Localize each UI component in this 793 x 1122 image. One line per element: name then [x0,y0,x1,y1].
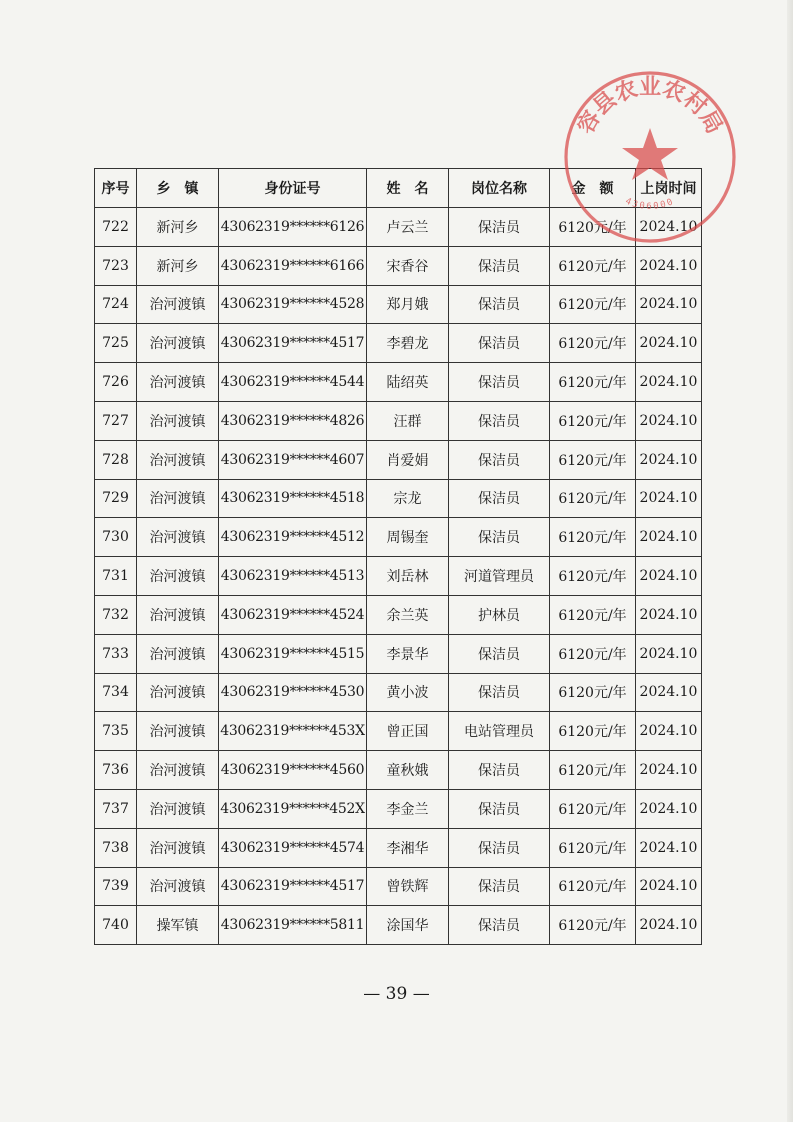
cell-town: 治河渡镇 [137,712,219,751]
cell-date: 2024.10 [636,789,702,828]
cell-name: 涂国华 [367,906,449,945]
cell-name: 汪群 [367,401,449,440]
header-row [95,169,702,208]
cell-amount: 6120元/年 [550,401,636,440]
cell-id: 43062319******4574 [219,828,367,867]
header-id: 身份证号 [219,169,367,208]
cell-amount: 6120元/年 [550,246,636,285]
cell-id: 43062319******4518 [219,479,367,518]
cell-town: 治河渡镇 [137,324,219,363]
cell-name: 肖爱娟 [367,440,449,479]
cell-town: 治河渡镇 [137,867,219,906]
cell-amount: 6120元/年 [550,479,636,518]
cell-name: 曾铁辉 [367,867,449,906]
cell-name: 周锡奎 [367,518,449,557]
cell-date: 2024.10 [636,634,702,673]
cell-seq: 724 [95,285,137,324]
table-row [95,712,702,751]
cell-date: 2024.10 [636,324,702,363]
cell-seq: 734 [95,673,137,712]
roster-table [94,168,702,945]
cell-post: 保洁员 [449,828,550,867]
cell-name: 童秋娥 [367,751,449,790]
table-row [95,634,702,673]
cell-post: 保洁员 [449,479,550,518]
table-row [95,673,702,712]
cell-id: 43062319******4530 [219,673,367,712]
cell-id: 43062319******4560 [219,751,367,790]
table-row [95,246,702,285]
cell-name: 李湘华 [367,828,449,867]
table-row [95,324,702,363]
cell-date: 2024.10 [636,557,702,596]
cell-amount: 6120元/年 [550,712,636,751]
cell-amount: 6120元/年 [550,324,636,363]
cell-amount: 6120元/年 [550,906,636,945]
cell-id: 43062319******453X [219,712,367,751]
cell-seq: 725 [95,324,137,363]
cell-id: 43062319******4528 [219,285,367,324]
cell-name: 李景华 [367,634,449,673]
cell-date: 2024.10 [636,363,702,402]
cell-id: 43062319******4517 [219,324,367,363]
cell-seq: 723 [95,246,137,285]
cell-date: 2024.10 [636,401,702,440]
header-town: 乡 镇 [137,169,219,208]
table-row [95,440,702,479]
cell-post: 保洁员 [449,363,550,402]
cell-town: 新河乡 [137,246,219,285]
cell-seq: 738 [95,828,137,867]
cell-seq: 729 [95,479,137,518]
cell-date: 2024.10 [636,479,702,518]
cell-seq: 737 [95,789,137,828]
cell-date: 2024.10 [636,208,702,247]
cell-name: 卢云兰 [367,208,449,247]
cell-town: 治河渡镇 [137,518,219,557]
cell-seq: 731 [95,557,137,596]
table-row [95,595,702,634]
cell-post: 保洁员 [449,246,550,285]
cell-amount: 6120元/年 [550,363,636,402]
cell-date: 2024.10 [636,595,702,634]
cell-name: 陆绍英 [367,363,449,402]
cell-id: 43062319******4524 [219,595,367,634]
cell-amount: 6120元/年 [550,634,636,673]
cell-id: 43062319******4826 [219,401,367,440]
cell-date: 2024.10 [636,867,702,906]
cell-town: 操军镇 [137,906,219,945]
cell-seq: 728 [95,440,137,479]
cell-amount: 6120元/年 [550,751,636,790]
cell-town: 治河渡镇 [137,285,219,324]
table-row [95,557,702,596]
page-edge [787,0,793,1122]
table-row [95,208,702,247]
cell-date: 2024.10 [636,828,702,867]
cell-post: 保洁员 [449,208,550,247]
cell-date: 2024.10 [636,906,702,945]
cell-post: 保洁员 [449,440,550,479]
cell-name: 宗龙 [367,479,449,518]
cell-post: 保洁员 [449,285,550,324]
cell-amount: 6120元/年 [550,518,636,557]
cell-id: 43062319******6166 [219,246,367,285]
cell-id: 43062319******452X [219,789,367,828]
cell-id: 43062319******4515 [219,634,367,673]
cell-seq: 726 [95,363,137,402]
cell-name: 李金兰 [367,789,449,828]
cell-seq: 736 [95,751,137,790]
cell-id: 43062319******4512 [219,518,367,557]
cell-seq: 727 [95,401,137,440]
header-date: 上岗时间 [636,169,702,208]
cell-post: 保洁员 [449,673,550,712]
cell-post: 护林员 [449,595,550,634]
cell-amount: 6120元/年 [550,867,636,906]
header-post: 岗位名称 [449,169,550,208]
cell-post: 河道管理员 [449,557,550,596]
cell-id: 43062319******4513 [219,557,367,596]
cell-town: 治河渡镇 [137,673,219,712]
cell-seq: 739 [95,867,137,906]
cell-town: 治河渡镇 [137,479,219,518]
cell-seq: 735 [95,712,137,751]
seal-code: 4306000 [623,196,677,212]
cell-amount: 6120元/年 [550,208,636,247]
cell-amount: 6120元/年 [550,673,636,712]
cell-post: 保洁员 [449,518,550,557]
cell-town: 治河渡镇 [137,595,219,634]
cell-name: 曾正国 [367,712,449,751]
cell-town: 治河渡镇 [137,363,219,402]
cell-amount: 6120元/年 [550,789,636,828]
table-row [95,401,702,440]
cell-town: 新河乡 [137,208,219,247]
cell-post: 保洁员 [449,789,550,828]
cell-seq: 740 [95,906,137,945]
cell-name: 李碧龙 [367,324,449,363]
cell-name: 刘岳林 [367,557,449,596]
cell-town: 治河渡镇 [137,751,219,790]
cell-date: 2024.10 [636,673,702,712]
cell-date: 2024.10 [636,440,702,479]
cell-seq: 730 [95,518,137,557]
cell-post: 保洁员 [449,751,550,790]
cell-seq: 732 [95,595,137,634]
cell-post: 保洁员 [449,634,550,673]
table-row [95,518,702,557]
table-row [95,363,702,402]
seal-text: 容县农业农村局 [573,75,727,139]
table-row [95,867,702,906]
cell-date: 2024.10 [636,285,702,324]
cell-post: 保洁员 [449,906,550,945]
cell-id: 43062319******4607 [219,440,367,479]
cell-amount: 6120元/年 [550,828,636,867]
cell-town: 治河渡镇 [137,557,219,596]
table-row [95,828,702,867]
cell-date: 2024.10 [636,246,702,285]
page-number: — 39 — [363,984,430,1004]
cell-id: 43062319******6126 [219,208,367,247]
cell-town: 治河渡镇 [137,828,219,867]
table-body [95,208,702,945]
cell-date: 2024.10 [636,751,702,790]
header-seq: 序号 [95,169,137,208]
cell-name: 黄小波 [367,673,449,712]
cell-post: 保洁员 [449,867,550,906]
header-name: 姓 名 [367,169,449,208]
cell-town: 治河渡镇 [137,634,219,673]
cell-amount: 6120元/年 [550,285,636,324]
table-row [95,906,702,945]
cell-seq: 722 [95,208,137,247]
cell-date: 2024.10 [636,518,702,557]
cell-date: 2024.10 [636,712,702,751]
table-row [95,751,702,790]
cell-post: 保洁员 [449,401,550,440]
cell-amount: 6120元/年 [550,440,636,479]
cell-id: 43062319******5811 [219,906,367,945]
cell-amount: 6120元/年 [550,557,636,596]
cell-seq: 733 [95,634,137,673]
cell-post: 电站管理员 [449,712,550,751]
cell-id: 43062319******4544 [219,363,367,402]
table-row [95,789,702,828]
cell-amount: 6120元/年 [550,595,636,634]
cell-town: 治河渡镇 [137,401,219,440]
cell-name: 宋香谷 [367,246,449,285]
table-row [95,479,702,518]
cell-post: 保洁员 [449,324,550,363]
cell-name: 余兰英 [367,595,449,634]
svg-text:容县农业农村局 [573,75,727,138]
cell-id: 43062319******4517 [219,867,367,906]
header-amount: 金 额 [550,169,636,208]
cell-town: 治河渡镇 [137,789,219,828]
table-row [95,285,702,324]
cell-name: 郑月娥 [367,285,449,324]
cell-town: 治河渡镇 [137,440,219,479]
